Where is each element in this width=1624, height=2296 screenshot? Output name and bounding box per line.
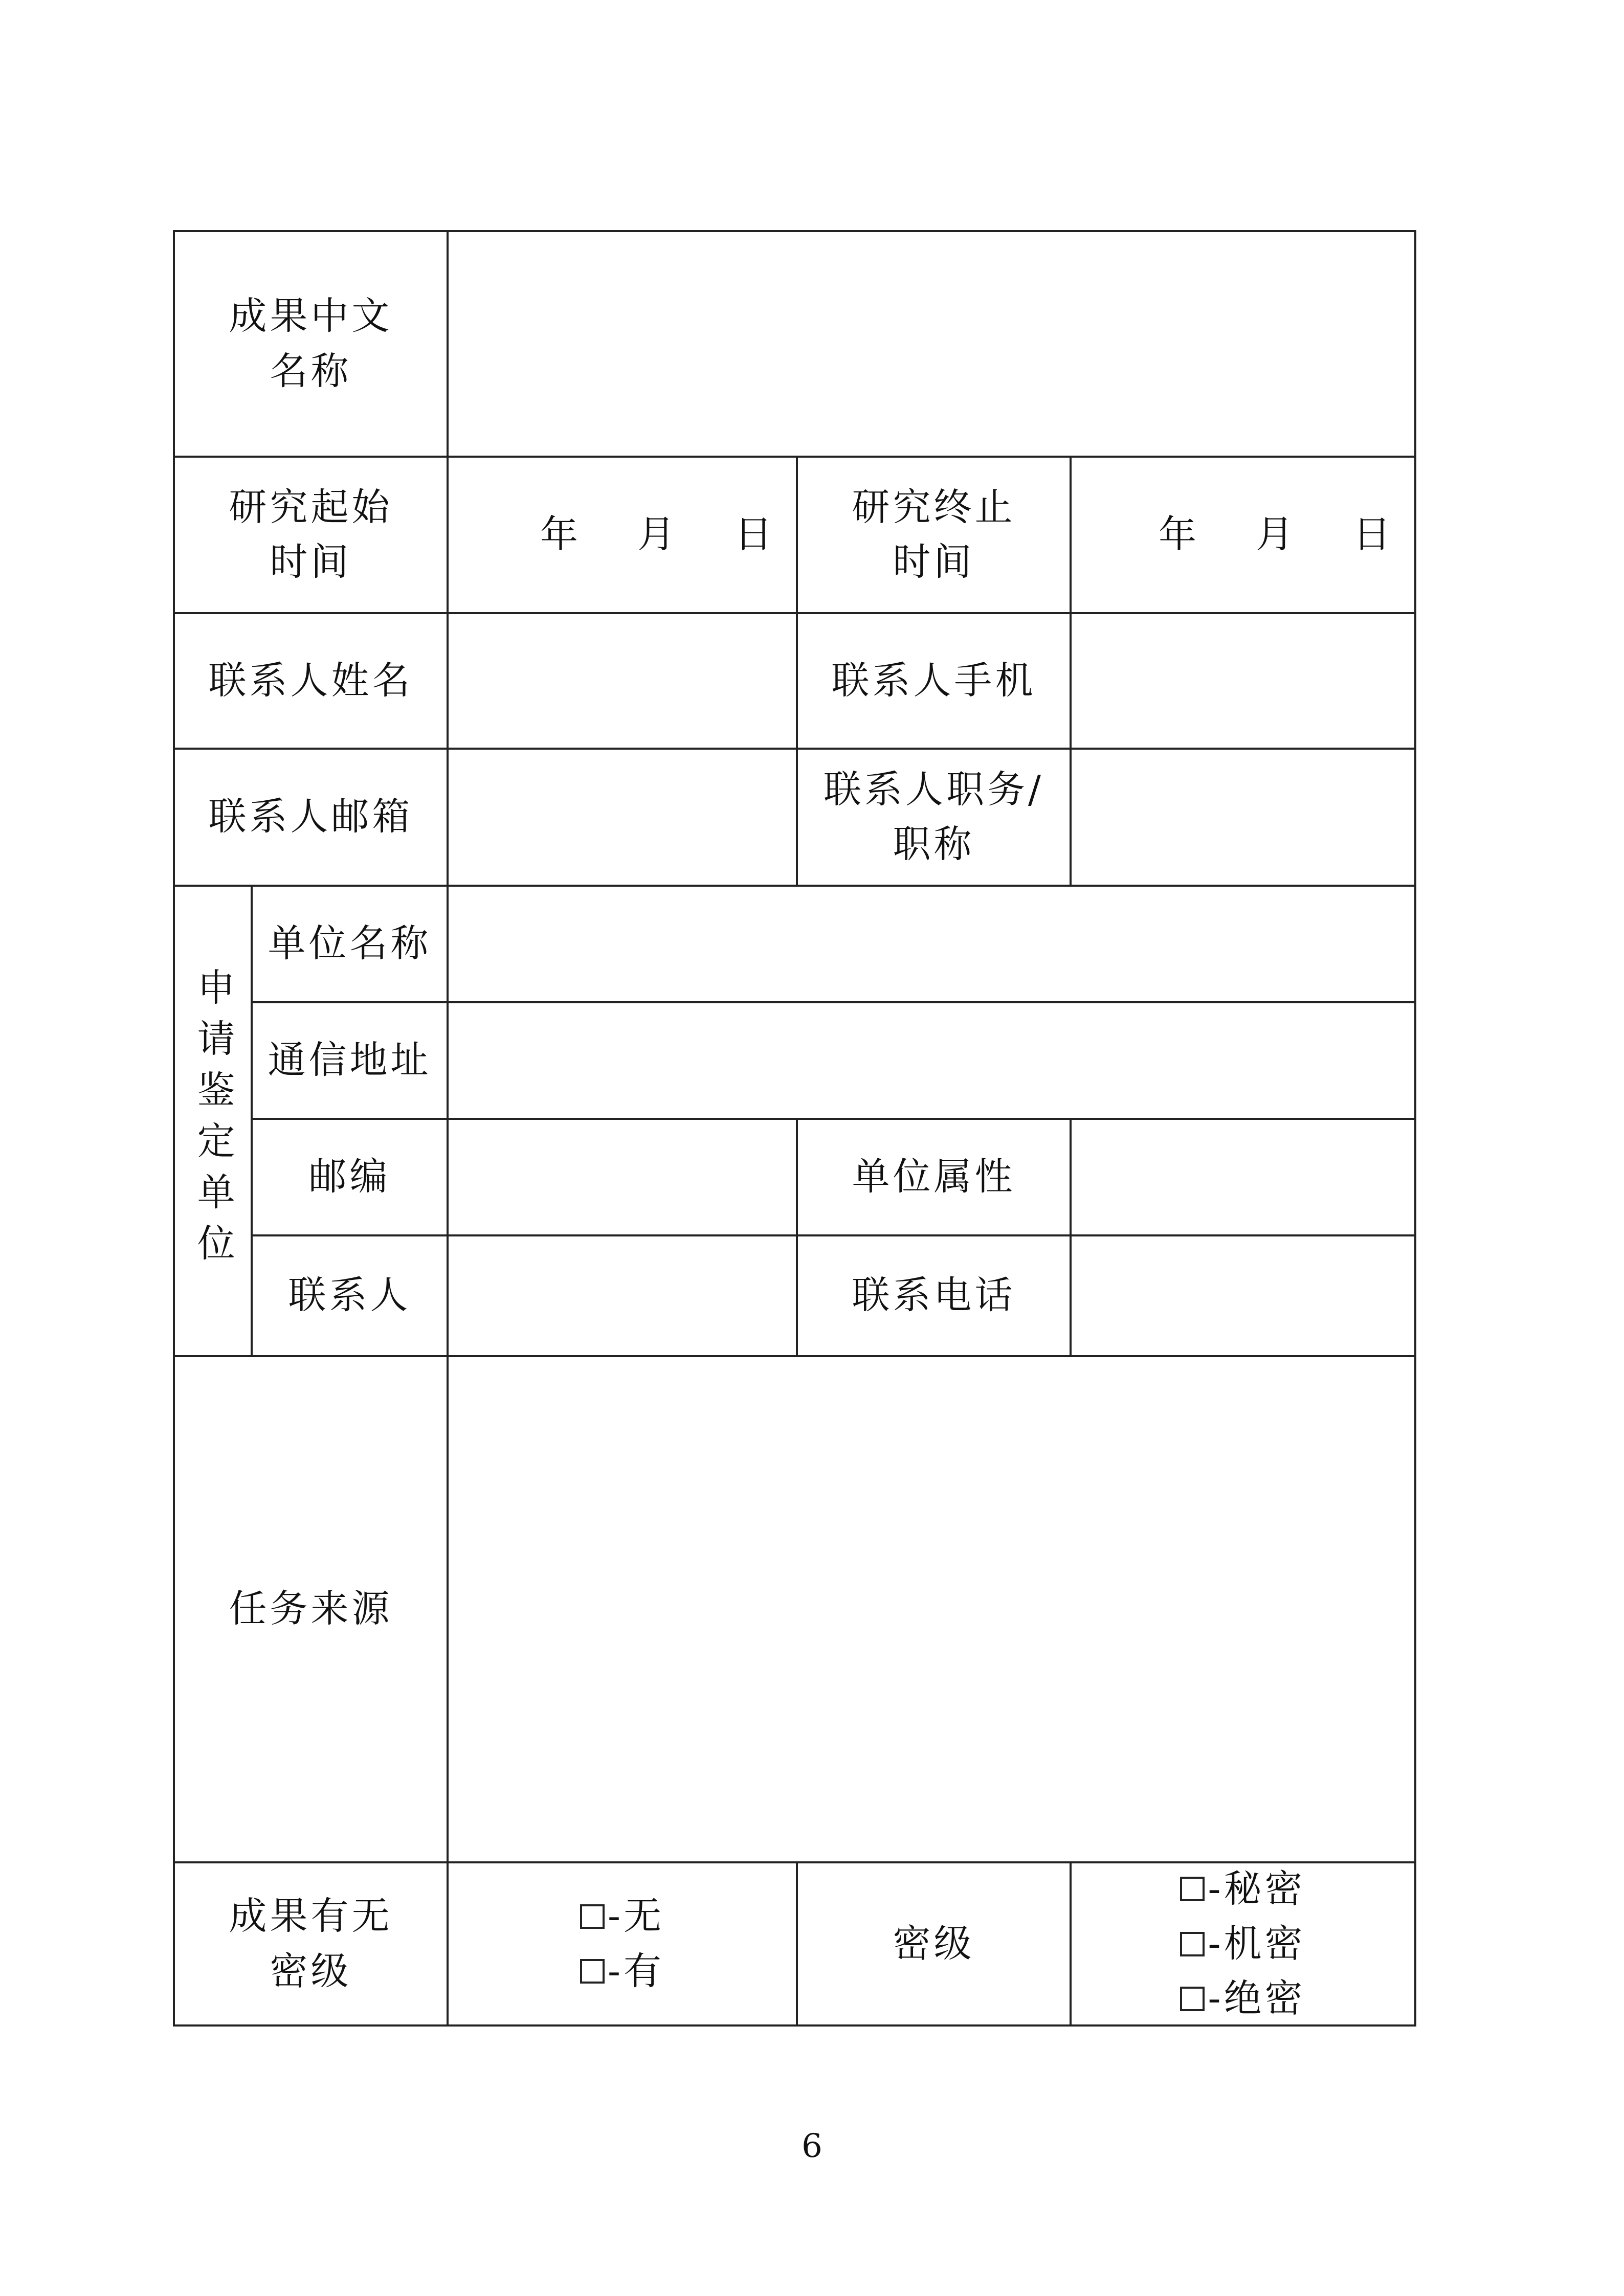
- label-has-secret-level: 成果有无 密级: [173, 1861, 447, 2027]
- label-unit-attribute: 单位属性: [796, 1118, 1070, 1234]
- option-has[interactable]: [580, 1944, 664, 1999]
- label-start-time: 研究起始 时间: [173, 456, 447, 612]
- label-contact-phone: 联系人手机: [796, 612, 1070, 748]
- label-secret-level: 密级: [796, 1861, 1070, 2027]
- checkbox[interactable]: [1180, 1877, 1205, 1901]
- label-unit-contact: 联系人: [251, 1234, 447, 1355]
- month-unit: 月: [1256, 512, 1297, 557]
- level-top-secret[interactable]: [1180, 1971, 1305, 2026]
- checkbox[interactable]: [580, 1904, 605, 1929]
- option-label: -无: [607, 1894, 664, 1939]
- unit-attribute-field[interactable]: [1070, 1118, 1416, 1234]
- page-number: 6: [802, 2127, 822, 2165]
- contact-name-field[interactable]: [447, 612, 796, 748]
- level-label: -机密: [1208, 1921, 1306, 1966]
- level-confidential[interactable]: [1180, 1917, 1305, 1971]
- label-contact-name: 联系人姓名: [173, 612, 447, 748]
- unit-contact-field[interactable]: [447, 1234, 796, 1355]
- checkbox[interactable]: [1180, 1987, 1205, 2011]
- year-unit: 年: [1159, 512, 1199, 557]
- unit-name-field[interactable]: [447, 885, 1416, 1001]
- label-achievement-name: 成果中文 名称: [173, 230, 447, 456]
- contact-email-field[interactable]: [447, 748, 796, 885]
- level-label: -绝密: [1208, 1976, 1306, 2021]
- option-label: -有: [607, 1949, 664, 1993]
- mailing-address-field[interactable]: [447, 1001, 1416, 1118]
- unit-tel-field[interactable]: [1070, 1234, 1416, 1355]
- label-mailing-address: 通信地址: [251, 1001, 447, 1118]
- label-task-source: 任务来源: [173, 1355, 447, 1861]
- start-date-field[interactable]: [447, 456, 796, 612]
- secret-yes-no-options: [447, 1861, 796, 2027]
- level-secret[interactable]: [1180, 1862, 1305, 1917]
- month-unit: 月: [637, 512, 678, 557]
- day-unit: 日: [735, 512, 775, 557]
- label-unit-tel: 联系电话: [796, 1234, 1070, 1355]
- label-contact-email: 联系人邮箱: [173, 748, 447, 885]
- end-date-field[interactable]: [1070, 456, 1416, 612]
- year-unit: 年: [540, 512, 581, 557]
- appraisal-form-table: [173, 230, 1416, 2027]
- label-end-time: 研究终止 时间: [796, 456, 1070, 612]
- label-contact-title: 联系人职务/ 职称: [796, 748, 1070, 885]
- checkbox[interactable]: [580, 1959, 605, 1984]
- checkbox[interactable]: [1180, 1932, 1205, 1956]
- day-unit: 日: [1353, 512, 1394, 557]
- option-none[interactable]: [580, 1889, 664, 1944]
- postcode-field[interactable]: [447, 1118, 796, 1234]
- secret-level-options: [1070, 1861, 1416, 2027]
- contact-title-field[interactable]: [1070, 748, 1416, 885]
- task-source-field[interactable]: [447, 1355, 1416, 1861]
- label-applicant-unit: 申请鉴定单位: [173, 885, 251, 1355]
- achievement-name-field[interactable]: [447, 230, 1416, 456]
- level-label: -秘密: [1208, 1866, 1306, 1911]
- contact-phone-field[interactable]: [1070, 612, 1416, 748]
- label-unit-name: 单位名称: [251, 885, 447, 1001]
- label-postcode: 邮编: [251, 1118, 447, 1234]
